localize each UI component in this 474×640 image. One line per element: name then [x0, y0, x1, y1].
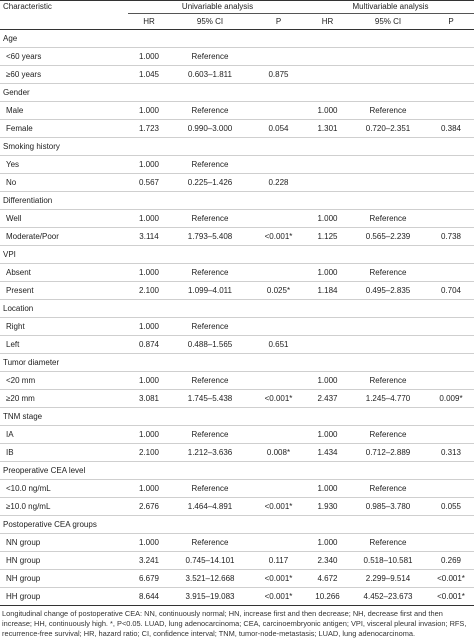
cell-multi-hr	[307, 174, 348, 192]
cell-uni-ci: 1.793–5.408	[170, 228, 250, 246]
table-row	[0, 174, 474, 192]
row-label: <10.0 ng/mL	[0, 480, 128, 498]
cell-multi-ci: Reference	[348, 534, 428, 552]
section-row	[0, 354, 474, 372]
section-label: Location	[0, 300, 474, 318]
cell-uni-p	[250, 534, 307, 552]
cell-uni-p: <0.001*	[250, 570, 307, 588]
row-label: IB	[0, 444, 128, 462]
table-row	[0, 390, 474, 408]
cell-multi-ci: Reference	[348, 372, 428, 390]
row-label: NN group	[0, 534, 128, 552]
cell-uni-p: <0.001*	[250, 498, 307, 516]
cell-uni-p: 0.054	[250, 120, 307, 138]
cell-multi-p	[428, 264, 474, 282]
cell-uni-ci: 3.521–12.668	[170, 570, 250, 588]
cell-multi-ci: 0.720–2.351	[348, 120, 428, 138]
section-label: Tumor diameter	[0, 354, 474, 372]
cell-uni-ci: 1.099–4.011	[170, 282, 250, 300]
cell-multi-ci: 0.712–2.889	[348, 444, 428, 462]
row-label: HH group	[0, 588, 128, 606]
table-row	[0, 552, 474, 570]
cell-multi-p	[428, 66, 474, 84]
cell-multi-p	[428, 102, 474, 120]
cell-uni-p: 0.228	[250, 174, 307, 192]
cell-multi-hr	[307, 336, 348, 354]
cell-uni-p: <0.001*	[250, 390, 307, 408]
cell-multi-hr	[307, 156, 348, 174]
cell-uni-hr: 2.100	[128, 282, 170, 300]
cell-uni-ci: Reference	[170, 48, 250, 66]
cell-multi-ci: 4.452–23.673	[348, 588, 428, 606]
cell-uni-p	[250, 264, 307, 282]
cell-uni-ci: 0.990–3.000	[170, 120, 250, 138]
cell-multi-hr: 2.437	[307, 390, 348, 408]
cell-uni-ci: 3.915–19.083	[170, 588, 250, 606]
cell-uni-p	[250, 48, 307, 66]
cell-uni-hr: 1.000	[128, 156, 170, 174]
cell-multi-ci: 0.518–10.581	[348, 552, 428, 570]
row-label: Present	[0, 282, 128, 300]
section-label: Gender	[0, 84, 474, 102]
cell-uni-ci: Reference	[170, 318, 250, 336]
header-uni-p: P	[275, 17, 282, 26]
cell-multi-hr: 1.000	[307, 102, 348, 120]
cell-uni-p	[250, 210, 307, 228]
cell-multi-ci	[348, 156, 428, 174]
cell-multi-hr	[307, 66, 348, 84]
cell-uni-p: 0.875	[250, 66, 307, 84]
section-row	[0, 192, 474, 210]
section-label: TNM stage	[0, 408, 474, 426]
section-row	[0, 246, 474, 264]
cell-multi-hr	[307, 48, 348, 66]
cell-uni-ci: 0.488–1.565	[170, 336, 250, 354]
cell-uni-hr: 1.000	[128, 264, 170, 282]
cell-multi-hr: 1.000	[307, 210, 348, 228]
table-row	[0, 102, 474, 120]
header-multi-p: P	[448, 17, 454, 26]
cell-uni-ci: 0.745–14.101	[170, 552, 250, 570]
cell-uni-p	[250, 480, 307, 498]
cell-multi-ci: 0.985–3.780	[348, 498, 428, 516]
cell-multi-p: 0.313	[428, 444, 474, 462]
cell-uni-ci: 0.603–1.811	[170, 66, 250, 84]
cell-uni-p	[250, 426, 307, 444]
row-label: Absent	[0, 264, 128, 282]
table-row	[0, 66, 474, 84]
cell-uni-hr: 1.000	[128, 480, 170, 498]
row-label: HN group	[0, 552, 128, 570]
cell-multi-p	[428, 318, 474, 336]
table-row	[0, 48, 474, 66]
row-label: ≥10.0 ng/mL	[0, 498, 128, 516]
cell-multi-p	[428, 156, 474, 174]
header-univariable: Univariable analysis	[128, 1, 307, 14]
section-row	[0, 462, 474, 480]
section-row	[0, 138, 474, 156]
cell-multi-ci: Reference	[348, 102, 428, 120]
header-characteristic: Characteristic	[3, 2, 52, 11]
cell-uni-hr: 0.874	[128, 336, 170, 354]
cell-uni-ci: Reference	[170, 210, 250, 228]
row-label: No	[0, 174, 128, 192]
cell-multi-hr: 1.930	[307, 498, 348, 516]
cell-uni-p: <0.001*	[250, 588, 307, 606]
table-row	[0, 318, 474, 336]
cell-multi-hr: 4.672	[307, 570, 348, 588]
cell-uni-p: 0.651	[250, 336, 307, 354]
section-row	[0, 84, 474, 102]
cell-uni-hr: 1.723	[128, 120, 170, 138]
table-row	[0, 120, 474, 138]
cell-multi-ci: Reference	[348, 426, 428, 444]
cell-multi-hr	[307, 318, 348, 336]
cell-multi-hr: 1.000	[307, 426, 348, 444]
cell-multi-hr: 1.125	[307, 228, 348, 246]
table-row	[0, 480, 474, 498]
cell-uni-hr: 3.081	[128, 390, 170, 408]
row-label: Male	[0, 102, 128, 120]
cell-uni-ci: Reference	[170, 426, 250, 444]
cell-uni-ci: Reference	[170, 156, 250, 174]
cell-multi-p	[428, 174, 474, 192]
section-label: Smoking history	[0, 138, 474, 156]
cell-multi-ci: 2.299–9.514	[348, 570, 428, 588]
cell-multi-hr: 1.000	[307, 534, 348, 552]
table-row	[0, 372, 474, 390]
row-label: Moderate/Poor	[0, 228, 128, 246]
cell-multi-ci	[348, 336, 428, 354]
cell-multi-p: 0.384	[428, 120, 474, 138]
cell-uni-hr: 3.241	[128, 552, 170, 570]
row-label: Female	[0, 120, 128, 138]
cell-uni-p	[250, 372, 307, 390]
header-multi-ci: 95% CI	[374, 17, 402, 26]
cell-uni-hr: 3.114	[128, 228, 170, 246]
cell-uni-p	[250, 102, 307, 120]
cell-multi-p	[428, 372, 474, 390]
header-uni-ci: 95% CI	[196, 17, 224, 26]
cell-multi-hr: 2.340	[307, 552, 348, 570]
cell-multi-p	[428, 534, 474, 552]
row-label: ≥20 mm	[0, 390, 128, 408]
table-body	[0, 30, 474, 606]
cell-uni-hr: 1.000	[128, 48, 170, 66]
cell-multi-ci: Reference	[348, 210, 428, 228]
cell-multi-hr: 1.184	[307, 282, 348, 300]
section-row	[0, 516, 474, 534]
section-row	[0, 30, 474, 48]
cell-multi-hr: 1.000	[307, 480, 348, 498]
table-row	[0, 210, 474, 228]
cell-uni-hr: 1.000	[128, 210, 170, 228]
cell-multi-hr: 1.434	[307, 444, 348, 462]
cell-uni-p: <0.001*	[250, 228, 307, 246]
table-row	[0, 228, 474, 246]
cell-multi-hr: 1.000	[307, 372, 348, 390]
cell-multi-p: 0.009*	[428, 390, 474, 408]
section-label: Age	[0, 30, 474, 48]
cell-multi-ci: Reference	[348, 264, 428, 282]
cell-multi-p	[428, 480, 474, 498]
row-label: ≥60 years	[0, 66, 128, 84]
cell-multi-ci: 0.565–2.239	[348, 228, 428, 246]
cell-multi-p: <0.001*	[428, 588, 474, 606]
row-label: Yes	[0, 156, 128, 174]
cell-uni-ci: 1.745–5.438	[170, 390, 250, 408]
cell-multi-ci	[348, 48, 428, 66]
cell-multi-hr: 1.301	[307, 120, 348, 138]
section-row	[0, 300, 474, 318]
cell-multi-p	[428, 48, 474, 66]
table-row	[0, 498, 474, 516]
cell-uni-p: 0.025*	[250, 282, 307, 300]
row-label: <60 years	[0, 48, 128, 66]
cell-multi-hr: 10.266	[307, 588, 348, 606]
cell-uni-hr: 8.644	[128, 588, 170, 606]
cell-uni-hr: 1.000	[128, 102, 170, 120]
table-row	[0, 444, 474, 462]
section-label: Preoperative CEA level	[0, 462, 474, 480]
cell-multi-ci: 0.495–2.835	[348, 282, 428, 300]
cell-multi-ci: 1.245–4.770	[348, 390, 428, 408]
cell-multi-ci	[348, 66, 428, 84]
cell-uni-hr: 1.000	[128, 534, 170, 552]
table-row	[0, 426, 474, 444]
header-multivariable: Multivariable analysis	[307, 1, 474, 14]
section-row	[0, 408, 474, 426]
row-label: IA	[0, 426, 128, 444]
row-label: Left	[0, 336, 128, 354]
cell-multi-p	[428, 210, 474, 228]
cell-multi-p	[428, 336, 474, 354]
cell-uni-ci: 0.225–1.426	[170, 174, 250, 192]
row-label: Right	[0, 318, 128, 336]
cell-multi-p: 0.738	[428, 228, 474, 246]
row-label: <20 mm	[0, 372, 128, 390]
cell-uni-hr: 1.045	[128, 66, 170, 84]
cell-uni-hr: 1.000	[128, 426, 170, 444]
row-label: Well	[0, 210, 128, 228]
cell-multi-ci	[348, 174, 428, 192]
table-row	[0, 264, 474, 282]
cell-uni-p: 0.117	[250, 552, 307, 570]
table-row	[0, 570, 474, 588]
section-label: Postoperative CEA groups	[0, 516, 474, 534]
cell-uni-hr: 2.100	[128, 444, 170, 462]
table-row	[0, 534, 474, 552]
cell-uni-hr: 1.000	[128, 318, 170, 336]
cell-uni-hr: 2.676	[128, 498, 170, 516]
cell-uni-ci: Reference	[170, 480, 250, 498]
cell-uni-ci: Reference	[170, 372, 250, 390]
cell-uni-ci: 1.464–4.891	[170, 498, 250, 516]
cell-multi-ci: Reference	[348, 480, 428, 498]
cell-multi-p: <0.001*	[428, 570, 474, 588]
cell-uni-hr: 1.000	[128, 372, 170, 390]
section-label: VPI	[0, 246, 474, 264]
table-row	[0, 336, 474, 354]
cell-uni-ci: 1.212–3.636	[170, 444, 250, 462]
cell-uni-p	[250, 156, 307, 174]
table-footnote: Longitudinal change of postoperative CEA: NN, continuously normal; HN, increase first and then decrease; NH, decrease first and then increase; HH, continuously high. *, P<0.05. LUAD, lung adenocarcinoma; CEA, carcinoembryonic antigen; VPI, visceral pleural invasion; RFS, recurrence-free survival; HR, hazard ratio; CI, confidence interval; TNM, tumor-node-metastasis; LUAD, lung adenocarcinoma.	[2, 609, 467, 639]
table-row	[0, 282, 474, 300]
cell-uni-hr: 0.567	[128, 174, 170, 192]
cell-uni-ci: Reference	[170, 534, 250, 552]
cell-uni-hr: 6.679	[128, 570, 170, 588]
cell-multi-p: 0.055	[428, 498, 474, 516]
cell-multi-hr: 1.000	[307, 264, 348, 282]
cell-multi-p	[428, 426, 474, 444]
cell-uni-p	[250, 318, 307, 336]
cell-multi-p: 0.704	[428, 282, 474, 300]
row-label: NH group	[0, 570, 128, 588]
section-label: Differentiation	[0, 192, 474, 210]
cell-uni-p: 0.008*	[250, 444, 307, 462]
cell-multi-ci	[348, 318, 428, 336]
cell-multi-p: 0.269	[428, 552, 474, 570]
table-row	[0, 588, 474, 606]
header-multi-hr: HR	[321, 17, 334, 26]
table-row	[0, 156, 474, 174]
cell-uni-ci: Reference	[170, 264, 250, 282]
header-uni-hr: HR	[143, 17, 155, 26]
cell-uni-ci: Reference	[170, 102, 250, 120]
